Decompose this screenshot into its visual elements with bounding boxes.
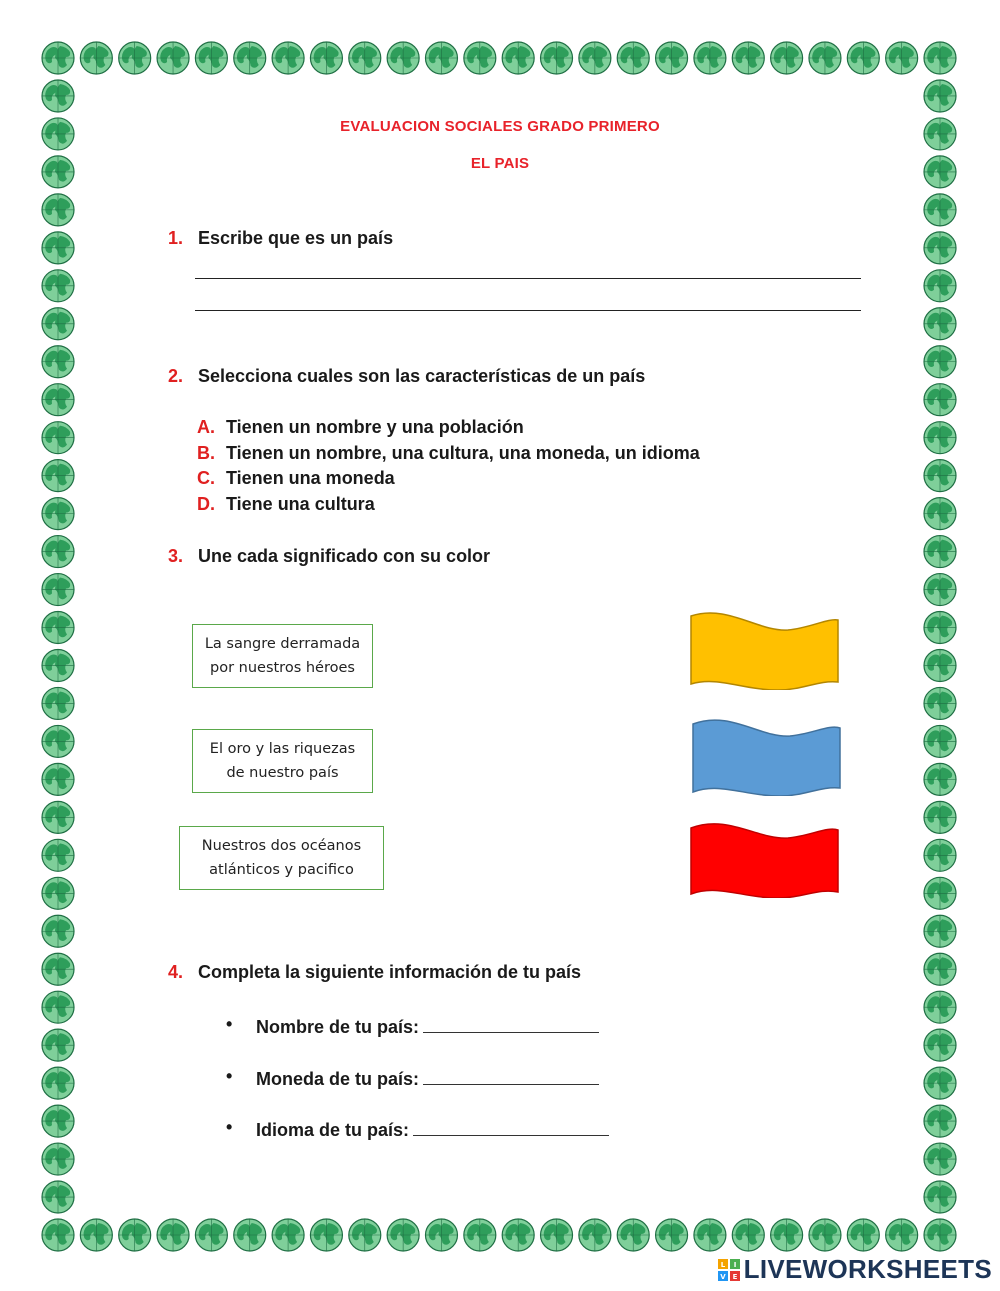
globe-icon [157, 1219, 189, 1251]
globe-icon [541, 1219, 573, 1251]
globe-icon [80, 42, 112, 74]
fill-in-idioma [226, 1117, 609, 1141]
globe-icon [42, 1105, 74, 1137]
globe-icon [425, 42, 457, 74]
question-2 [168, 366, 645, 387]
globe-icon [924, 346, 956, 378]
globe-icon [195, 1219, 227, 1251]
globe-icon [42, 194, 74, 226]
bullet-marker: • [226, 1066, 233, 1086]
option-letter: D. [197, 494, 215, 514]
globe-icon [157, 42, 189, 74]
fill-in-nombre [226, 1014, 599, 1038]
bullet-marker: • [226, 1117, 233, 1137]
globe-icon [502, 1219, 534, 1251]
globe-icon [42, 1067, 74, 1099]
idioma-blank-field[interactable] [413, 1117, 609, 1136]
nombre-blank-field[interactable] [423, 1014, 599, 1033]
question-3 [168, 546, 490, 567]
globe-icon [425, 1219, 457, 1251]
globe-icon [732, 1219, 764, 1251]
option-b[interactable] [197, 443, 700, 464]
globe-icon [924, 422, 956, 454]
globe-icon [617, 1219, 649, 1251]
option-text: Tienen una moneda [226, 468, 395, 488]
fill-in-label: Nombre de tu país: [256, 1017, 420, 1037]
globe-icon [42, 839, 74, 871]
globe-icon [847, 42, 879, 74]
option-c[interactable] [197, 468, 395, 489]
globe-icon [119, 1219, 151, 1251]
globe-icon [42, 915, 74, 947]
globe-icon [924, 1029, 956, 1061]
meaning-text: atlánticos y pacifico [209, 862, 354, 878]
globe-icon [195, 42, 227, 74]
globe-icon [924, 801, 956, 833]
fill-in-label: Idioma de tu país: [256, 1120, 410, 1140]
question-text: Une cada significado con su color [198, 546, 491, 566]
svg-text:L: L [720, 1260, 725, 1269]
globe-icon [349, 1219, 381, 1251]
meaning-text: Nuestros dos océanos [201, 838, 362, 854]
globe-icon [464, 1219, 496, 1251]
globe-icon [771, 42, 803, 74]
question-number: 1. [168, 228, 184, 248]
option-letter: A. [197, 417, 215, 437]
globe-icon [924, 612, 956, 644]
globe-icon [42, 574, 74, 606]
answer-line-1[interactable] [195, 278, 861, 279]
globe-icon [694, 42, 726, 74]
question-number: 3. [168, 546, 184, 566]
globe-icon [502, 42, 534, 74]
globe-icon [886, 1219, 918, 1251]
globe-icon [42, 270, 74, 302]
globe-icon [924, 460, 956, 492]
globe-icon [656, 1219, 688, 1251]
globe-icon [579, 42, 611, 74]
globe-icon [924, 1219, 956, 1251]
svg-text:E: E [732, 1272, 738, 1281]
globe-icon [886, 42, 918, 74]
globe-icon [42, 725, 74, 757]
globe-icon [924, 536, 956, 568]
globe-icon [272, 1219, 304, 1251]
globe-icon [924, 1105, 956, 1137]
globe-icon [809, 42, 841, 74]
globe-icon [771, 1219, 803, 1251]
globe-icon [42, 991, 74, 1023]
globe-icon [541, 42, 573, 74]
globe-icon [924, 649, 956, 681]
globe-icon [809, 1219, 841, 1251]
meaning-box-3[interactable] [179, 826, 384, 890]
option-d[interactable] [197, 494, 375, 515]
globe-icon [310, 42, 342, 74]
page-subtitle: EL PAIS [470, 155, 530, 172]
globe-icon [42, 498, 74, 530]
globe-icon [42, 422, 74, 454]
globe-icon [119, 42, 151, 74]
globe-icon [310, 1219, 342, 1251]
globe-icon [42, 1029, 74, 1061]
globe-icon [42, 80, 74, 112]
globe-icon [42, 308, 74, 340]
globe-icon [924, 725, 956, 757]
globe-icon [924, 1143, 956, 1175]
globe-icon [847, 1219, 879, 1251]
globe-icon [42, 346, 74, 378]
globe-icon [924, 498, 956, 530]
option-letter: C. [197, 468, 215, 488]
globe-icon [42, 687, 74, 719]
globe-icon [42, 877, 74, 909]
globe-icon [924, 232, 956, 264]
option-letter: B. [197, 443, 215, 463]
flag-red[interactable] [688, 818, 842, 898]
globe-icon [387, 1219, 419, 1251]
globe-icon [924, 1181, 956, 1213]
globe-icon [42, 1143, 74, 1175]
question-text: Completa la siguiente información de tu país [198, 962, 582, 982]
globe-icon [42, 384, 74, 416]
flag-yellow[interactable] [688, 610, 842, 690]
globe-icon [656, 42, 688, 74]
liveworksheets-mark-icon [718, 1259, 740, 1281]
question-number: 4. [168, 962, 184, 982]
fill-in-label: Moneda de tu país: [256, 1069, 420, 1089]
answer-line-2[interactable] [195, 310, 861, 311]
globe-icon [579, 1219, 611, 1251]
meaning-text: por nuestros héroes [210, 660, 355, 676]
meaning-text: de nuestro país [226, 765, 339, 781]
moneda-blank-field[interactable] [423, 1066, 599, 1085]
flag-blue[interactable] [690, 716, 844, 796]
globe-icon [924, 270, 956, 302]
globe-icon [924, 80, 956, 112]
globe-icon [732, 42, 764, 74]
globe-icon [924, 574, 956, 606]
globe-icon [924, 194, 956, 226]
globe-icon [464, 42, 496, 74]
option-text: Tienen un nombre, una cultura, una moneda, un idioma [226, 443, 700, 463]
globe-icon [42, 1181, 74, 1213]
option-a[interactable] [197, 417, 524, 438]
globe-icon [42, 649, 74, 681]
liveworksheets-logo [718, 1254, 992, 1285]
globe-icon [694, 1219, 726, 1251]
globe-icon [234, 42, 266, 74]
globe-icon [42, 953, 74, 985]
question-1 [168, 228, 393, 249]
globe-icon [924, 763, 956, 795]
globe-icon [924, 687, 956, 719]
globe-icon [42, 460, 74, 492]
globe-icon [924, 991, 956, 1023]
globe-icon [924, 42, 956, 74]
bullet-marker: • [226, 1014, 233, 1034]
globe-icon [617, 42, 649, 74]
meaning-box-1[interactable] [192, 624, 373, 688]
globe-icon [42, 1219, 74, 1251]
globe-icon [80, 1219, 112, 1251]
globe-icon [924, 384, 956, 416]
globe-icon [42, 612, 74, 644]
globe-icon [272, 42, 304, 74]
question-text: Selecciona cuales son las características de un país [198, 366, 646, 386]
fill-in-moneda [226, 1066, 599, 1090]
question-text: Escribe que es un país [198, 228, 394, 248]
page-title: EVALUACION SOCIALES GRADO PRIMERO [340, 118, 660, 135]
brand-name: LIVEWORKSHEETS [743, 1254, 992, 1284]
globe-icon [924, 839, 956, 871]
globe-icon [42, 232, 74, 264]
question-number: 2. [168, 366, 184, 386]
globe-icon [42, 42, 74, 74]
svg-text:V: V [719, 1272, 726, 1281]
meaning-text: La sangre derramada [204, 636, 361, 652]
globe-icon [234, 1219, 266, 1251]
option-text: Tienen un nombre y una población [226, 417, 524, 437]
globe-icon [42, 763, 74, 795]
globe-icon [924, 915, 956, 947]
globe-icon [924, 953, 956, 985]
globe-icon [924, 308, 956, 340]
question-4 [168, 962, 581, 983]
meaning-text: El oro y las riquezas [209, 741, 356, 757]
option-text: Tiene una cultura [226, 494, 375, 514]
globe-icon [924, 1067, 956, 1099]
globe-icon [349, 42, 381, 74]
svg-text:I: I [733, 1260, 736, 1269]
globe-icon [42, 801, 74, 833]
globe-icon [924, 877, 956, 909]
globe-icon [387, 42, 419, 74]
globe-icon [42, 536, 74, 568]
meaning-box-2[interactable] [192, 729, 373, 793]
